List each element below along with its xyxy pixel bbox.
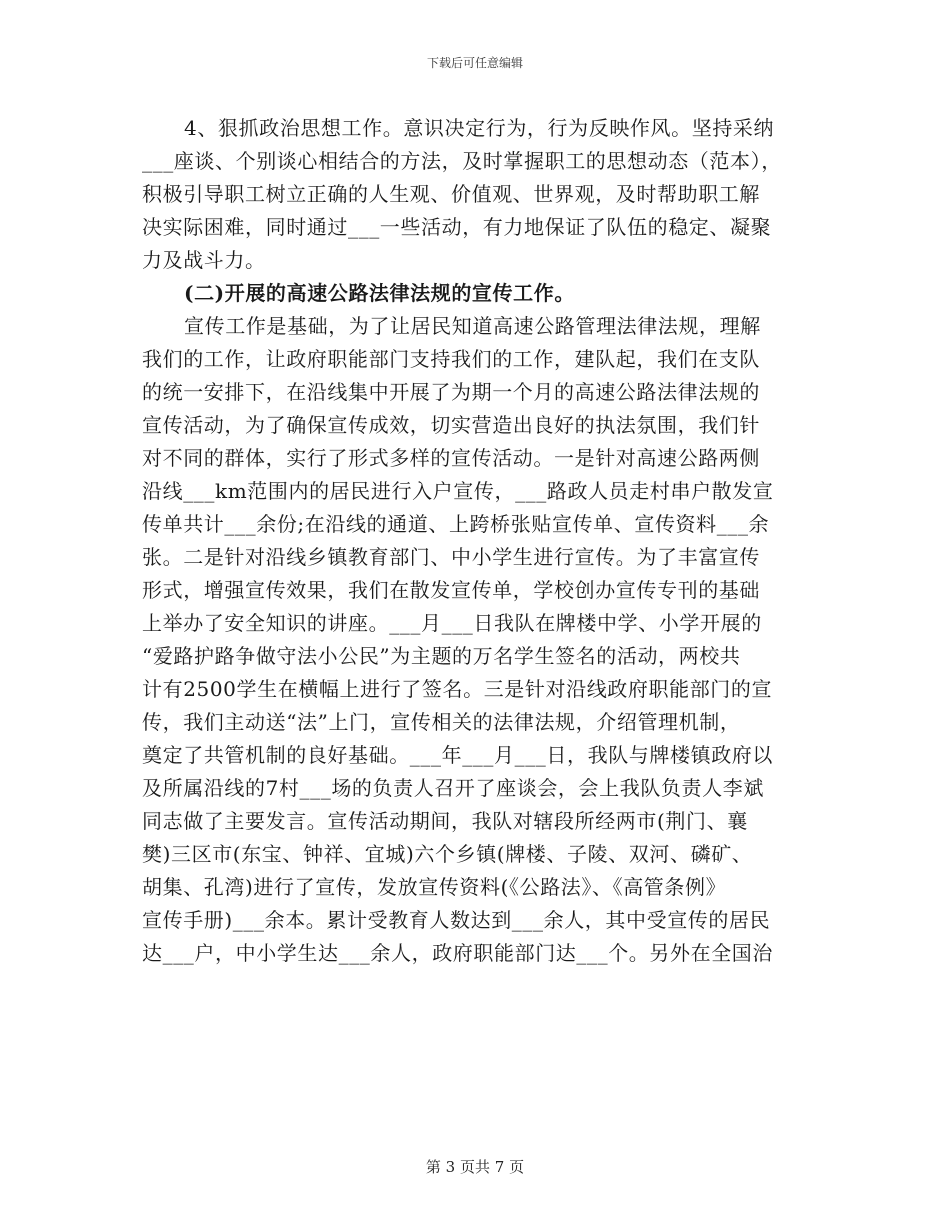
text-line: 宣传手册)___余本。累计受教育人数达到___余人，其中受宣传的居民 <box>142 908 771 932</box>
text-line: 传，我们主动送“法”上门，宣传相关的法律法规，介绍管理机制， <box>142 710 741 734</box>
text-line: 决实际困难，同时通过___一些活动，有力地保证了队伍的稳定、凝聚 <box>142 215 772 239</box>
page-header: 下载后可任意编辑 <box>426 56 523 70</box>
text-line: 的统一安排下，在沿线集中开展了为期一个月的高速公路法律法规的 <box>142 380 760 404</box>
text-line: 宣传活动，为了确保宣传成效，切实营造出良好的执法氛围，我们针 <box>142 413 760 437</box>
text-line: 4、狠抓政治思想工作。意识决定行为，行为反映作风。坚持采纳 <box>184 116 775 140</box>
text-line: 奠定了共管机制的良好基础。___年___月___日，我队与牌楼镇政府以 <box>142 743 773 767</box>
text-line: 及所属沿线的7村___场的负责人召开了座谈会，会上我队负责人李斌 <box>142 776 764 800</box>
text-line: 上举办了安全知识的讲座。___月___日我队在牌楼中学、小学开展的 <box>142 611 762 635</box>
text-line: 计有2500学生在横幅上进行了签名。三是针对沿线政府职能部门的宣 <box>142 677 773 701</box>
text-line: ___座谈、个别谈心相结合的方法，及时掌握职工的思想动态（范本）， <box>142 149 782 173</box>
text-line: 对不同的群体，实行了形式多样的宣传活动。一是针对高速公路两侧 <box>142 446 760 470</box>
text-line: 我们的工作，让政府职能部门支持我们的工作，建队起，我们在支队 <box>142 347 760 371</box>
document-body <box>142 112 807 970</box>
text-line: “爱路护路争做守法小公民”为主题的万名学生签名的活动，两校共 <box>142 644 741 668</box>
text-line: 胡集、孔湾)进行了宣传，发放宣传资料(《公路法》、《高管条例》 <box>142 875 727 899</box>
text-line: 宣传工作是基础，为了让居民知道高速公路管理法律法规，理解 <box>184 314 761 338</box>
text-line: 积极引导职工树立正确的人生观、价值观、世界观，及时帮助职工解 <box>142 182 760 206</box>
text-line: 沿线___km范围内的居民进行入户宣传，___路政人员走村串户散发宣 <box>142 479 774 503</box>
text-line: 形式，增强宣传效果，我们在散发宣传单，学校创办宣传专刊的基础 <box>142 578 760 602</box>
text-line: 张。二是针对沿线乡镇教育部门、中小学生进行宣传。为了丰富宣传 <box>142 545 760 569</box>
text-line: 同志做了主要发言。宣传活动期间，我队对辖段所经两市(荆门、襄 <box>142 809 748 833</box>
text-line: 樊)三区市(东宝、钟祥、宜城)六个乡镇(牌楼、子陵、双河、磷矿、 <box>142 842 753 866</box>
text-line: 力及战斗力。 <box>142 248 266 272</box>
section-heading: (二)开展的高速公路法律法规的宣传工作。 <box>184 281 575 305</box>
text-line: 达___户，中小学生达___余人，政府职能部门达___个。另外在全国治 <box>142 941 773 965</box>
text-line: 传单共计___余份;在沿线的通道、上跨桥张贴宣传单、宣传资料___余 <box>142 512 770 536</box>
page-footer: 第 3 页共 7 页 <box>425 1158 525 1176</box>
